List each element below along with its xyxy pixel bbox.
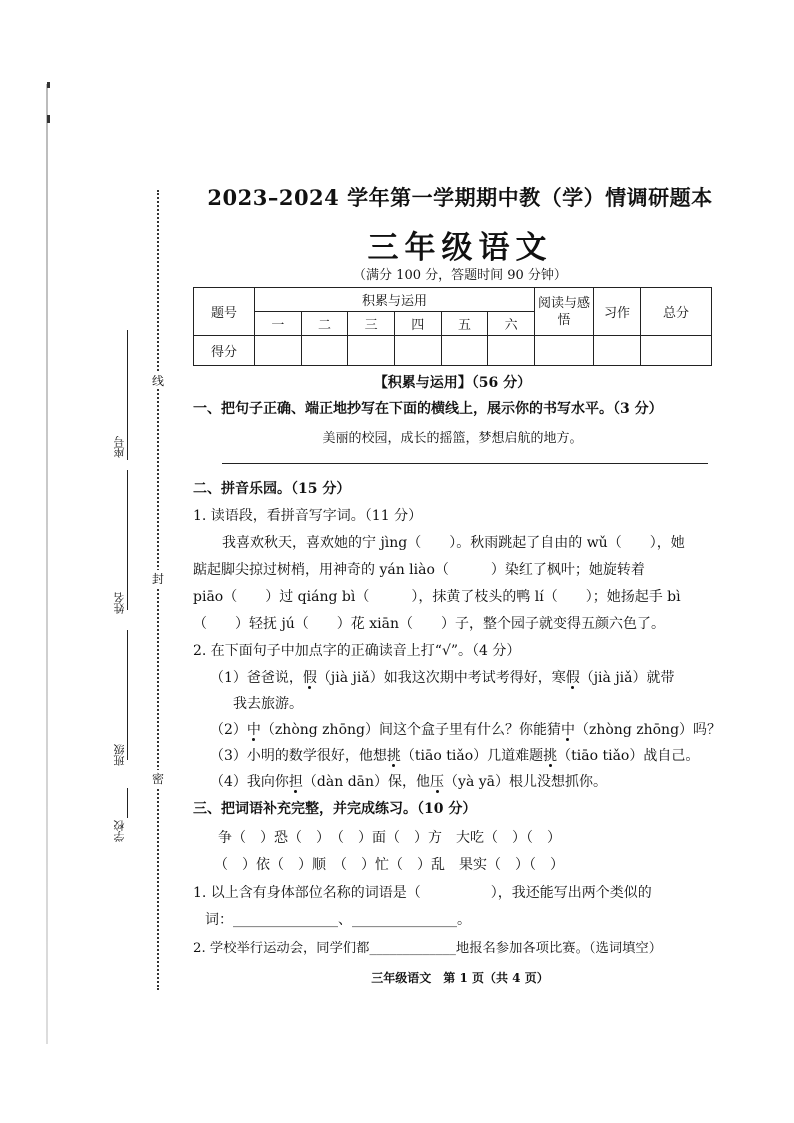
- score-cell[interactable]: [535, 336, 594, 366]
- score-cell[interactable]: [641, 336, 712, 366]
- col-header-cell: 四: [394, 312, 441, 336]
- q3-heading: 三、把词语补充完整，并完成练习。（10 分）: [193, 801, 477, 817]
- score-table: [193, 287, 712, 366]
- item-text: （4）我向你: [210, 774, 289, 790]
- q3-sub2[interactable]: 2. 学校举行运动会，同学们都_____________地报名参加各项比赛。（选词填空）: [193, 941, 663, 956]
- score-cell[interactable]: [255, 336, 302, 366]
- item-text[interactable]: （dàn dān）保，他: [302, 774, 431, 790]
- score-cell[interactable]: [441, 336, 488, 366]
- col-header-cell: 三: [348, 312, 395, 336]
- school-blank[interactable]: [127, 788, 128, 818]
- dotted-char: 假: [302, 670, 317, 686]
- binding-dotted-line: [157, 190, 159, 990]
- q3-sub1[interactable]: 1. 以上含有身体部位名称的词语是（ ），我还能写出两个类似的: [193, 885, 652, 901]
- idiom-row-1[interactable]: 争（ ）恐（ ） （ ）面（ ）方 大吃（ ）（ ）: [218, 830, 561, 846]
- item-text[interactable]: （tiāo tiǎo）战自己。: [557, 748, 700, 764]
- name-label: 姓名: [113, 592, 126, 614]
- pronunciation-item-1: [210, 667, 674, 687]
- dotted-char: 担: [288, 774, 303, 790]
- q2-heading: 二、拼音乐园。（15 分）: [193, 481, 351, 497]
- subject-title: 三年级语文: [367, 230, 553, 266]
- item-text[interactable]: （yà yā）根儿没想抓你。: [444, 774, 607, 790]
- q1-sentence: 美丽的校园，成长的摇篮，梦想启航的地方。: [322, 431, 583, 446]
- q1-writing-line[interactable]: [222, 463, 708, 464]
- score-label-cell: 得分: [194, 336, 255, 366]
- binding-secret-char: 密: [151, 772, 164, 786]
- col-header-cell: 一: [255, 312, 302, 336]
- pronunciation-item-3: [210, 745, 699, 765]
- passage-line: 我喜欢秋天，喜欢她的宁 jìng（ ）。秋雨跳起了自由的 wǔ（ ），她: [222, 535, 685, 551]
- exam-title: 2023–2024 学年第一学期期中教（学）情调研题本: [207, 185, 713, 210]
- item-text: （1）爸爸说，: [210, 670, 303, 686]
- item-text[interactable]: （jià jiǎ）如我这次期中考试考得好，寒: [316, 670, 566, 686]
- scan-mark: [47, 82, 50, 88]
- section-header: 【积累与运用】（56 分）: [373, 375, 532, 391]
- dotted-char: 假: [565, 670, 580, 686]
- idiom-row-2[interactable]: （ ）依（ ）顺 （ ）忙（ ）乱 果实（ ）（ ）: [214, 857, 564, 873]
- item-text[interactable]: （tiāo tiǎo）几道难题: [400, 748, 544, 764]
- dotted-char: 中: [560, 722, 575, 738]
- q2-sub1: 1. 读语段，看拼音写字词。（11 分）: [193, 508, 423, 524]
- score-cell[interactable]: [488, 336, 535, 366]
- q2-sub2: 2. 在下面句子中加点字的正确读音上打“√”。（4 分）: [193, 643, 521, 659]
- col-header-cell: 二: [301, 312, 348, 336]
- item-text: （2）: [210, 722, 247, 738]
- scan-mark: [47, 115, 50, 123]
- seat-number-blank[interactable]: [127, 330, 128, 460]
- score-cell[interactable]: [594, 336, 641, 366]
- name-blank[interactable]: [127, 470, 128, 610]
- item-text[interactable]: （zhòng zhōng）吗？: [574, 722, 722, 738]
- col-header-cell: 五: [441, 312, 488, 336]
- binding-seal-char: 封: [151, 572, 164, 586]
- pronunciation-item-4: [210, 771, 607, 791]
- score-cell[interactable]: [394, 336, 441, 366]
- school-label: 学校: [113, 820, 126, 842]
- binding-line-char: 线: [151, 374, 164, 388]
- q3-sub1-cont[interactable]: 词：_______________、_______________。: [205, 912, 471, 928]
- col-header-cell: 六: [488, 312, 535, 336]
- passage-line: 踮起脚尖掠过树梢，用神奇的 yán liào（ ）染红了枫叶；她旋转着: [193, 562, 645, 578]
- row-label-cell: 题号: [194, 288, 255, 336]
- dotted-char: 中: [246, 722, 261, 738]
- writing-header-cell: 习作: [594, 288, 641, 336]
- class-blank[interactable]: [127, 630, 128, 760]
- seat-number-label: 座号: [113, 436, 126, 458]
- scan-edge: [46, 84, 48, 1044]
- item-text: （3）小明的数学很好，他想: [210, 748, 387, 764]
- reading-header-cell: 阅读与感悟: [535, 288, 594, 336]
- page-footer: 三年级语文 第 1 页（共 4 页）: [371, 971, 549, 985]
- group-header-cell: 积累与运用: [255, 288, 535, 312]
- class-label: 班级: [113, 744, 126, 766]
- q1-heading: 一、把句子正确、端正地抄写在下面的横线上，展示你的书写水平。（3 分）: [193, 401, 663, 417]
- pronunciation-item-2: [210, 719, 721, 739]
- score-cell[interactable]: [348, 336, 395, 366]
- passage-line: piāo（ ）过 qiáng bì（ ），抹黄了枝头的鸭 lí（ ）；她扬起手 bì: [193, 589, 681, 605]
- passage-line: （ ）轻抚 jú（ ）花 xiān（ ）子，整个园子就变得五颜六色了。: [193, 616, 665, 632]
- exam-subtitle: （满分 100 分，答题时间 90 分钟）: [353, 268, 567, 283]
- pronunciation-item-1-cont: 我去旅游。: [233, 696, 303, 712]
- dotted-char: 挑: [386, 748, 401, 764]
- dotted-char: 压: [430, 774, 445, 790]
- item-text[interactable]: （zhòng zhōng）间这个盒子里有什么？你能猜: [260, 722, 561, 738]
- score-cell[interactable]: [301, 336, 348, 366]
- total-header-cell: 总分: [641, 288, 712, 336]
- item-text[interactable]: （jià jiǎ）就带: [579, 670, 675, 686]
- dotted-char: 挑: [543, 748, 558, 764]
